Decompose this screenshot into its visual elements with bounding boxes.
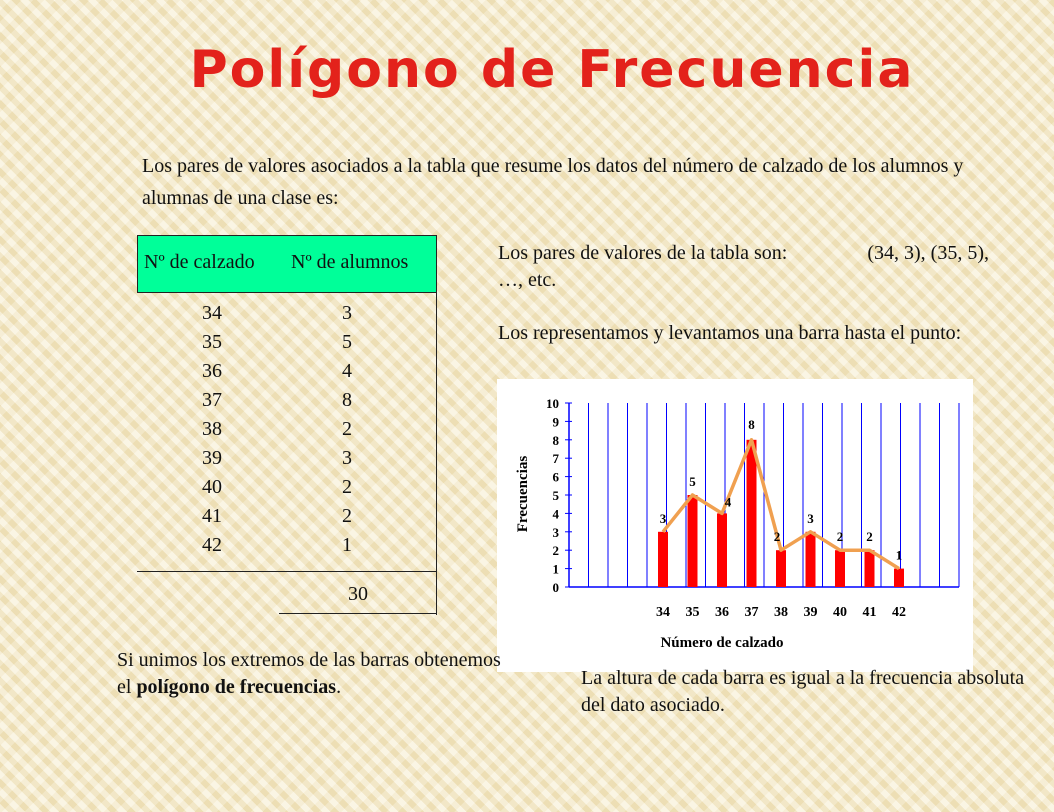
x-tick-label: 37 [744,605,759,620]
x-tick-label: 36 [715,605,729,620]
frequency-chart [497,379,973,672]
calzado-cell: 35 [202,331,222,353]
data-label: 3 [659,510,667,526]
alumnos-cell: 2 [342,476,352,498]
data-label: 2 [773,529,781,545]
alumnos-cell: 2 [342,418,352,440]
total-value: 30 [348,583,368,605]
conclusion-text-1: Si unimos los extremos de las barras obtenemos el [117,649,501,698]
frequency-polygon [663,440,899,569]
bar [658,532,668,587]
data-label: 4 [724,494,732,510]
x-tick-label: 35 [685,605,700,620]
conclusion-bold: polígono de frecuencias [136,676,337,698]
header-alumnos: Nº de alumnos [291,251,409,273]
alumnos-cell: 3 [342,447,352,469]
x-tick-label: 39 [803,605,818,620]
calzado-cell: 37 [202,389,222,411]
y-tick-label: 6 [552,469,559,485]
y-tick-label: 10 [546,396,559,411]
y-tick-label: 5 [552,488,559,503]
data-label: 1 [895,547,903,563]
calzado-cell: 39 [202,447,222,469]
y-tick-label: 9 [552,414,559,430]
y-tick-label: 4 [552,506,559,522]
intro-text: Los pares de valores asociados a la tabla que resume los datos del número de calzado de los alumnos y alumnas de una clase es: [142,155,964,209]
y-tick-label: 7 [552,451,559,467]
page-title: Polígono de Frecuencia [189,40,915,100]
bar [776,550,786,587]
x-tick-label: 40 [833,605,847,620]
x-tick-label: 42 [892,605,906,620]
pairs-text: Los pares de valores de la tabla son: (34, 3), (35, 5), …, etc. [498,242,994,291]
alumnos-cell: 2 [342,505,352,527]
height-note: La altura de cada barra es igual a la frecuencia absoluta del dato asociado. [581,667,1025,716]
calzado-cell: 34 [202,302,222,324]
data-label: 3 [807,510,814,526]
data-label: 5 [689,474,696,489]
alumnos-cell: 8 [342,389,352,411]
data-label: 2 [866,529,873,545]
y-tick-label: 3 [552,524,559,540]
table-header [137,235,437,293]
chart-svg [497,379,973,672]
calzado-cell: 41 [202,505,222,527]
y-axis-title: Frecuencias [515,455,531,533]
x-tick-label: 38 [774,605,788,620]
represent-text: Los representamos y levantamos una barra hasta el punto: [498,322,962,344]
header-calzado: Nº de calzado [144,251,255,273]
bar [747,440,757,587]
calzado-cell: 40 [202,476,222,498]
y-tick-label: 2 [552,543,559,559]
alumnos-cell: 4 [342,360,352,382]
x-tick-label: 41 [862,605,877,620]
bar [894,569,904,587]
bar [688,495,698,587]
y-tick-label: 1 [552,561,559,577]
data-label: 8 [748,416,755,432]
alumnos-cell: 5 [342,331,352,353]
bar [835,550,845,587]
conclusion-text [117,647,517,701]
alumnos-cell: 1 [342,534,352,556]
column-calzado [177,299,247,560]
y-tick-label: 8 [552,432,559,448]
calzado-cell: 38 [202,418,222,440]
conclusion-text-2: . [336,676,342,698]
y-tick-label: 0 [552,580,559,595]
alumnos-cell: 3 [342,302,352,324]
calzado-cell: 36 [202,360,222,382]
bar [717,513,727,587]
calzado-cell: 42 [202,534,222,556]
x-tick-label: 34 [656,605,670,620]
data-label: 2 [836,529,844,545]
x-axis-title: Número de calzado [660,635,784,651]
bar [806,532,816,587]
column-alumnos [317,299,377,560]
total-divider [279,613,437,614]
bar [865,550,875,587]
